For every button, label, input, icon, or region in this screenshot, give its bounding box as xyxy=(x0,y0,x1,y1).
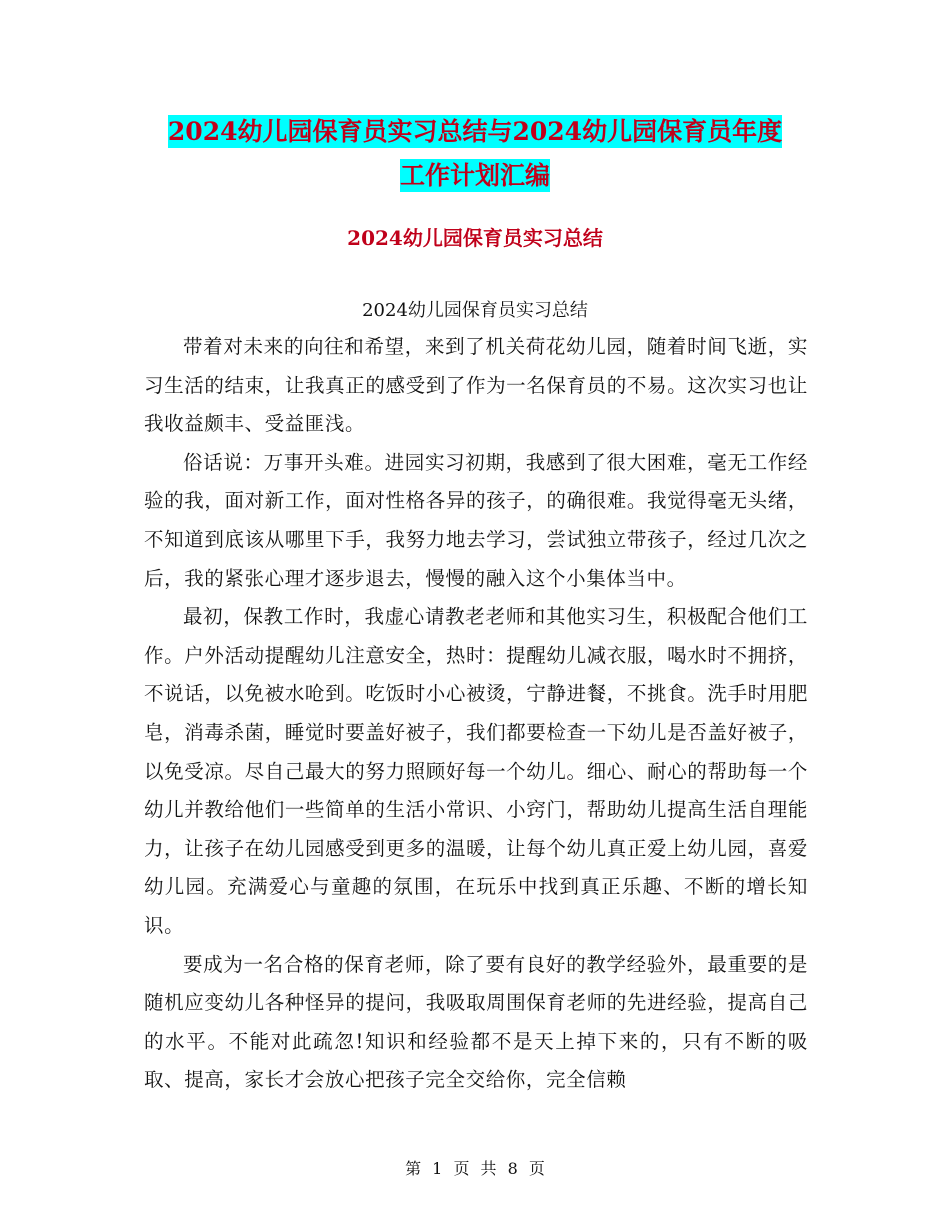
paragraph: 要成为一名合格的保育老师，除了要有良好的教学经验外，最重要的是随机应变幼儿各种怪异的提问，我吸取周围保育老师的先进经验，提高自己的水平。不能对此疏忽!知识和经验都不是天上掉下来的，只有不断的吸取、提高，家长才会放心把孩子完全交给你，完全信赖 xyxy=(144,952,808,1092)
section-title: 2024幼儿园保育员实习总结 xyxy=(347,226,603,250)
page-footer: 第 1 页 共 8 页 xyxy=(405,1159,545,1178)
paragraph: 带着对未来的向往和希望，来到了机关荷花幼儿园，随着时间飞逝，实习生活的结束，让我真正的感受到了作为一名保育员的不易。这次实习也让我收益颇丰、受益匪浅。 xyxy=(144,335,808,436)
paragraph: 最初，保教工作时，我虚心请教老老师和其他实习生，积极配合他们工作。户外活动提醒幼儿注意安全，热时：提醒幼儿减衣服，喝水时不拥挤，不说话，以免被水呛到。吃饭时小心被烫，宁静进餐，不挑食。洗手时用肥皂，消毒杀菌，睡觉时要盖好被子，我们都要检查一下幼儿是否盖好被子，以免受凉。尽自己最大的努力照顾好每一个幼儿。细心、耐心的帮助每一个幼儿并教给他们一些简单的生活小常识、小窍门，帮助幼儿提高生活自理能力，让孩子在幼儿园感受到更多的温暖，让每个幼儿真正爱上幼儿园，喜爱幼儿园。充满爱心与童趣的氛围，在玩乐中找到真正乐趣、不断的增长知识。 xyxy=(144,605,808,937)
title-line-2: 工作计划汇编 xyxy=(399,161,550,190)
paragraph: 俗话说：万事开头难。进园实习初期，我感到了很大困难，毫无工作经验的我，面对新工作，面对性格各异的孩子，的确很难。我觉得毫无头绪，不知道到底该从哪里下手，我努力地去学习，尝试独立带孩子，经过几次之后，我的紧张心理才逐步退去，慢慢的融入这个小集体当中。 xyxy=(144,450,808,590)
document-title xyxy=(0,110,950,198)
title-line-1: 2024幼儿园保育员实习总结与2024幼儿园保育员年度 xyxy=(167,117,783,146)
body-text xyxy=(144,328,808,1100)
section-subtitle: 2024幼儿园保育员实习总结 xyxy=(362,300,588,321)
